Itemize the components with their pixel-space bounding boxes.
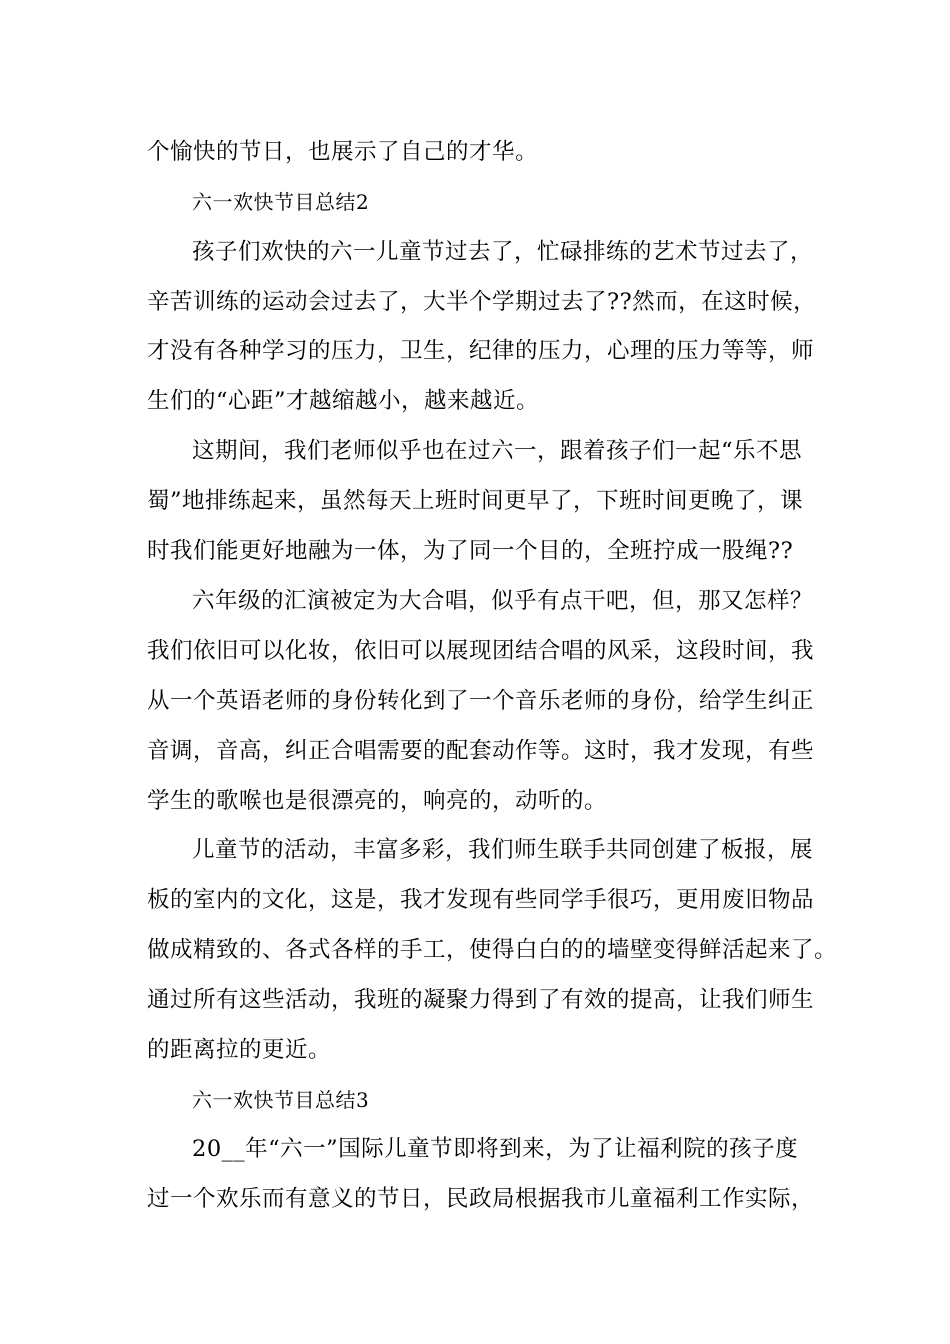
paragraph-line: 辛苦训练的运动会过去了，大半个学期过去了??然而，在这时候， [147, 289, 817, 315]
paragraph-line: 过一个欢乐而有意义的节日，民政局根据我市儿童福利工作实际， [147, 1186, 815, 1212]
paragraph-line: 才没有各种学习的压力，卫生，纪律的压力，心理的压力等等，师 [147, 338, 815, 364]
paragraph-line: 学生的歌喉也是很漂亮的，响亮的，动听的。 [147, 788, 608, 814]
paragraph-line: 20__年“六一”国际儿童节即将到来，为了让福利院的孩子度 [192, 1136, 799, 1162]
paragraph-line: 六年级的汇演被定为大合唱，似乎有点干吧，但，那又怎样？ [192, 588, 814, 614]
paragraph-line: 个愉快的节日，也展示了自己的才华。 [147, 139, 539, 165]
paragraph-line: 板的室内的文化，这是，我才发现有些同学手很巧，更用废旧物品 [147, 887, 815, 913]
section-heading: 六一欢快节目总结3 [192, 1088, 370, 1112]
paragraph-line: 孩子们欢快的六一儿童节过去了，忙碌排练的艺术节过去了， [192, 239, 814, 265]
paragraph-line: 从一个英语老师的身份转化到了一个音乐老师的身份，给学生纠正 [147, 688, 815, 714]
paragraph-line: 的距离拉的更近。 [147, 1037, 332, 1063]
paragraph-line: 蜀”地排练起来，虽然每天上班时间更早了，下班时间更晚了，课 [147, 488, 804, 514]
paragraph-line: 时我们能更好地融为一体，为了同一个目的，全班拧成一股绳?? [147, 538, 794, 564]
paragraph-line: 生们的“心距”才越缩越小，越来越近。 [147, 388, 540, 414]
paragraph-line: 儿童节的活动，丰富多彩，我们师生联手共同创建了板报，展 [192, 837, 814, 863]
paragraph-line: 做成精致的、各式各样的手工，使得白白的的墙壁变得鲜活起来了。 [147, 937, 838, 963]
paragraph-line: 这期间，我们老师似乎也在过六一，跟着孩子们一起“乐不思 [192, 438, 803, 464]
section-heading: 六一欢快节目总结2 [192, 190, 370, 214]
paragraph-line: 通过所有这些活动，我班的凝聚力得到了有效的提高，让我们师生 [147, 987, 815, 1013]
paragraph-line: 我们依旧可以化妆，依旧可以展现团结合唱的风采，这段时间，我 [147, 638, 815, 664]
paragraph-line: 音调，音高，纠正合唱需要的配套动作等。这时，我才发现，有些 [147, 738, 815, 764]
